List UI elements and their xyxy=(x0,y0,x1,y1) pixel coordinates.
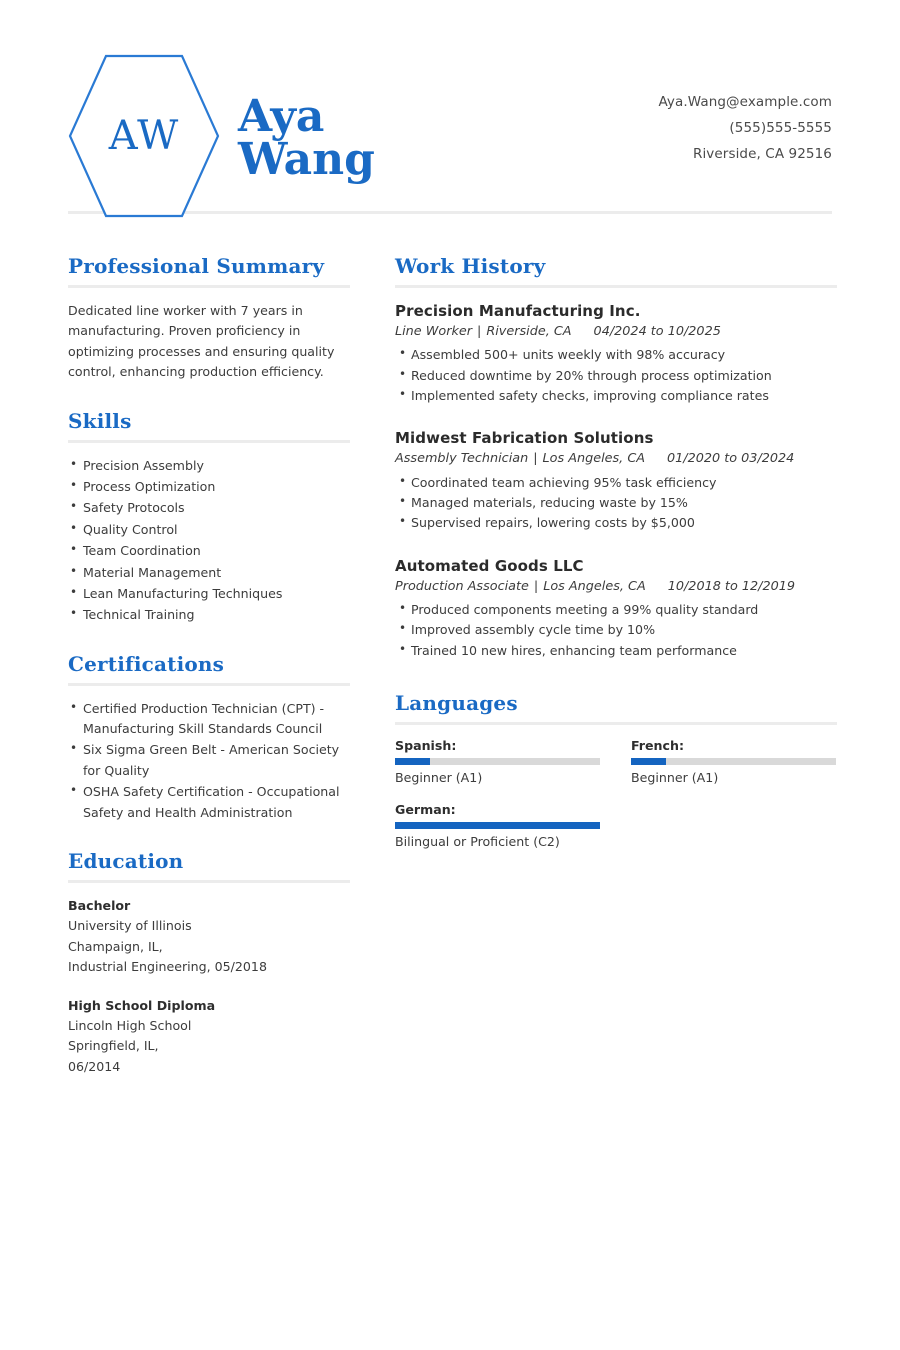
jobs-list xyxy=(395,301,837,661)
education-school: Lincoln High School xyxy=(68,1017,192,1033)
job-dates: 01/2020 to 03/2024 xyxy=(667,451,795,467)
contact-info xyxy=(659,52,833,168)
certification-item: • OSHA Safety Certification - Occupational Safety and Health Administration xyxy=(68,782,350,823)
section-certifications xyxy=(68,652,350,823)
language-level: Beginner (A1) xyxy=(395,770,483,786)
section-title-certifications: Certifications xyxy=(68,651,225,676)
languages-grid xyxy=(395,738,837,852)
skill-item: • Lean Manufacturing Techniques xyxy=(68,584,350,604)
left-column xyxy=(68,254,350,1103)
section-title-languages: Languages xyxy=(395,691,518,716)
education-field-date: 06/2014 xyxy=(68,1058,121,1074)
section-skills xyxy=(68,409,350,626)
education-entry xyxy=(68,996,350,1078)
skill-item: • Material Management xyxy=(68,563,350,583)
full-name xyxy=(238,90,375,185)
skill-item: • Safety Protocols xyxy=(68,498,350,518)
certification-item: • Certified Production Technician (CPT) - Manufacturing Skill Standards Council xyxy=(68,699,350,740)
job-entry xyxy=(395,428,837,533)
summary-text: Dedicated line worker with 7 years in manufacturing. Proven proficiency in optimizing processes and ensuring quality control, enhancing production efficiency. xyxy=(68,303,335,380)
job-entry xyxy=(395,301,837,406)
job-bullet: • Produced components meeting a 99% quality standard xyxy=(395,600,837,620)
education-entry xyxy=(68,896,350,978)
education-school: University of Illinois xyxy=(68,918,192,934)
language-name: Spanish: xyxy=(395,738,457,754)
section-rule xyxy=(68,440,350,443)
job-dates: 04/2024 to 10/2025 xyxy=(593,324,721,339)
section-languages xyxy=(395,691,837,852)
section-professional-summary xyxy=(68,254,350,383)
job-location: Riverside, CA xyxy=(486,324,572,339)
contact-location: Riverside, CA 92516 xyxy=(692,145,832,162)
language-proficiency-bar xyxy=(395,822,600,829)
job-bullets xyxy=(395,600,837,661)
job-bullet: • Managed materials, reducing waste by 15% xyxy=(395,493,837,513)
language-proficiency-fill xyxy=(631,758,666,765)
education-location: Springfield, IL, xyxy=(68,1038,159,1054)
first-name: Aya xyxy=(238,90,325,142)
resume-header xyxy=(68,0,832,185)
section-title-skills: Skills xyxy=(68,408,132,433)
section-work-history xyxy=(395,254,837,661)
job-bullet: • Supervised repairs, lowering costs by $5,000 xyxy=(395,513,837,533)
section-rule xyxy=(395,285,837,288)
language-level: Beginner (A1) xyxy=(631,770,719,786)
education-field-date: Industrial Engineering, 05/2018 xyxy=(68,959,267,975)
last-name: Wang xyxy=(238,134,375,185)
monogram-hexagon xyxy=(68,52,220,220)
monogram-initials: AW xyxy=(108,113,180,159)
job-role: Assembly Technician xyxy=(395,451,529,467)
job-bullets xyxy=(395,345,837,406)
job-company: Precision Manufacturing Inc. xyxy=(395,302,641,320)
job-bullet: • Assembled 500+ units weekly with 98% accuracy xyxy=(395,345,837,365)
language-proficiency-bar xyxy=(395,758,600,765)
contact-email: Aya.Wang@example.com xyxy=(658,94,832,110)
language-proficiency-bar xyxy=(631,758,836,765)
job-meta xyxy=(395,577,837,596)
language-proficiency-fill xyxy=(395,758,430,765)
skill-item: • Precision Assembly xyxy=(68,456,350,476)
section-rule xyxy=(395,722,837,725)
section-title-summary: Professional Summary xyxy=(68,254,325,278)
section-education xyxy=(68,849,350,1077)
job-bullet: • Improved assembly cycle time by 10% xyxy=(395,620,837,640)
certification-item: • Six Sigma Green Belt - American Society for Quality xyxy=(68,740,350,781)
job-company: Automated Goods LLC xyxy=(395,556,584,575)
section-title-work-history: Work History xyxy=(395,254,546,278)
section-rule xyxy=(68,683,350,686)
job-bullet: • Coordinated team achieving 95% task efficiency xyxy=(395,473,837,493)
language-proficiency-fill xyxy=(395,822,600,829)
section-rule xyxy=(68,880,350,883)
job-meta-separator: | xyxy=(533,451,538,467)
job-bullet: • Reduced downtime by 20% through process optimization xyxy=(395,366,837,386)
identity-block xyxy=(68,52,375,220)
job-location: Los Angeles, CA xyxy=(543,578,646,594)
job-bullets xyxy=(395,473,837,534)
language-item xyxy=(395,802,600,852)
skill-item: • Quality Control xyxy=(68,520,350,540)
skill-item: • Team Coordination xyxy=(68,541,350,561)
certifications-list xyxy=(68,699,350,823)
job-company: Midwest Fabrication Solutions xyxy=(395,429,654,448)
section-rule xyxy=(68,285,350,288)
education-degree: High School Diploma xyxy=(68,997,216,1013)
education-location: Champaign, IL, xyxy=(68,938,163,954)
job-role: Line Worker xyxy=(395,324,473,339)
job-bullet: • Implemented safety checks, improving compliance rates xyxy=(395,386,837,406)
job-dates: 10/2018 to 12/2019 xyxy=(667,578,796,594)
resume-body xyxy=(68,214,832,1103)
job-meta-separator: | xyxy=(477,324,482,339)
job-location: Los Angeles, CA xyxy=(542,451,646,467)
job-meta xyxy=(395,322,837,341)
language-name: German: xyxy=(395,801,456,817)
right-column xyxy=(395,254,837,1103)
education-list xyxy=(68,896,350,1077)
education-degree: Bachelor xyxy=(68,898,131,914)
job-meta xyxy=(395,449,837,468)
job-meta-separator: | xyxy=(533,578,539,594)
contact-phone: (555)555-5555 xyxy=(729,119,832,136)
language-item xyxy=(395,738,600,788)
language-level: Bilingual or Proficient (C2) xyxy=(395,833,560,849)
skill-item: • Process Optimization xyxy=(68,477,350,497)
job-entry xyxy=(395,556,837,661)
skills-list xyxy=(68,456,350,626)
job-bullet: • Trained 10 new hires, enhancing team performance xyxy=(395,641,837,661)
skill-item: • Technical Training xyxy=(68,605,350,625)
language-item xyxy=(631,738,836,788)
section-title-education: Education xyxy=(68,849,184,874)
job-role: Production Associate xyxy=(395,578,529,594)
language-name: French: xyxy=(631,738,684,754)
